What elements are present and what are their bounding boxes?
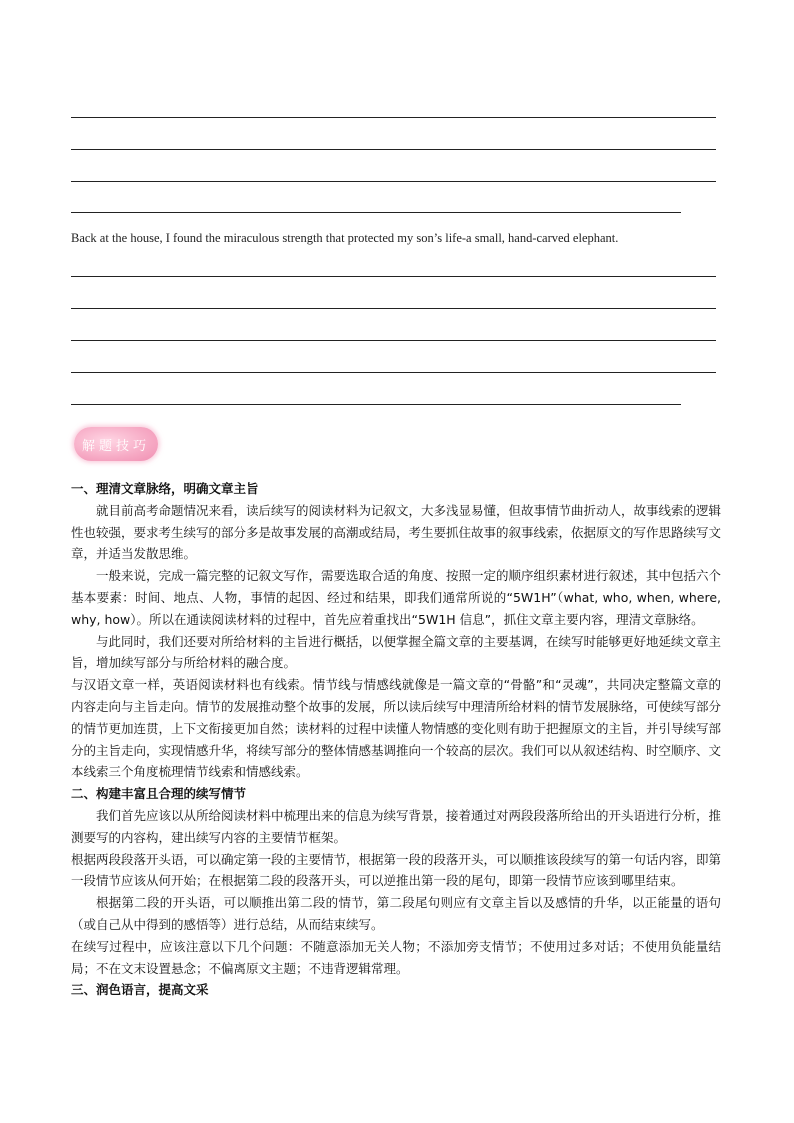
paragraph: 与汉语文章一样，英语阅读材料也有线索。情节线与情感线就像是一篇文章的“骨骼”和“灵魂”，共同决定整篇文章的内容走向与主旨走向。情节的发展推动整个故事的发展，所以读后续写中理清所给材料的情节发展脉络，可使续写部分的情节更加连贯，上下文衔接更加自然；读材料的过程中读懂人物情感的变化则有助于把握原文的主旨，并引导续写部分的主旨走向，实现情感升华，将续写部分的整体情感基调推向一个较高的层次。我们可以从叙述结构、时空顺序、文本线索三个角度梳理情节线索和情感线索。: [71, 677, 722, 780]
writing-line: [71, 372, 716, 373]
writing-line: [71, 181, 716, 182]
paragraph: 就目前高考命题情况来看，读后续写的阅读材料为记叙文，大多浅显易懂，但故事情节曲折动人，故事线索的逻辑性也较强，要求考生续写的部分多是故事发展的高潮或结局，考生要抓住故事的叙事线索，依据原文的写作思路续写文章，并适当发散思维。: [71, 502, 722, 562]
paragraph: 根据第二段的开头语，可以顺推出第二段的情节，第二段尾句则应有文章主旨以及感情的升华，以正能量的语句（或自己从中得到的感悟等）进行总结，从而结束续写。: [71, 895, 721, 932]
paragraph: 与此同时，我们还要对所给材料的主旨进行概括，以便掌握全篇文章的主要基调，在续写时能够更好地延续文章主旨，增加续写部分与所给材料的融合度。: [71, 633, 722, 671]
writing-line: [71, 117, 716, 118]
section-heading: 一、理清文章脉络，明确文章主旨: [71, 481, 259, 496]
paragraph-opening-prompt: Back at the house, I found the miraculous strength that protected my son’s life-a small, hand-carved elephant.: [71, 231, 619, 245]
writing-line: [71, 308, 716, 309]
writing-line: [71, 340, 716, 341]
writing-line: [71, 276, 716, 277]
paragraph: 我们首先应该以从所给阅读材料中梳理出来的信息为续写背景，接着通过对两段段落所给出的开头语进行分析，推测要写的内容构，建出续写内容的主要情节框架。: [71, 807, 722, 845]
writing-line: [71, 149, 716, 150]
section-badge: [74, 427, 158, 461]
writing-line: [71, 404, 681, 405]
paragraph: 在续写过程中，应该注意以下几个问题：不随意添加无关人物；不添加旁支情节；不使用过多对话；不使用负能量结局；不在文末设置悬念；不偏离原文主题；不违背逻辑常理。: [71, 938, 721, 976]
section-heading: 二、构建丰富且合理的续写情节: [71, 786, 247, 802]
paragraph: 根据两段段落开头语，可以确定第一段的主要情节，根据第一段的段落开头，可以顺推该段续写的第一句话内容，即第一段情节应该从何开始；在根据第二段的段落开头，可以逆推出第一段的尾句，即第一段情节应该到哪里结束。: [71, 851, 722, 889]
tips-content: [71, 478, 721, 1001]
section-badge-label: 解题技巧: [81, 438, 150, 454]
section-heading: 三、润色语言，提高文采: [71, 982, 209, 998]
writing-line: [71, 212, 681, 213]
paragraph: 一般来说，完成一篇完整的记叙文写作，需要选取合适的角度、按照一定的顺序组织素材进行叙述，其中包括六个基本要素：时间、地点、人物，事情的起因、经过和结果，即我们通常所说的“5W1H”（what, who, when, where, why, how）。所以在通读阅读材料的过程中，首先应着重找出“5W1H 信息”，抓住文章主要内容，理清文章脉络。: [71, 568, 722, 627]
